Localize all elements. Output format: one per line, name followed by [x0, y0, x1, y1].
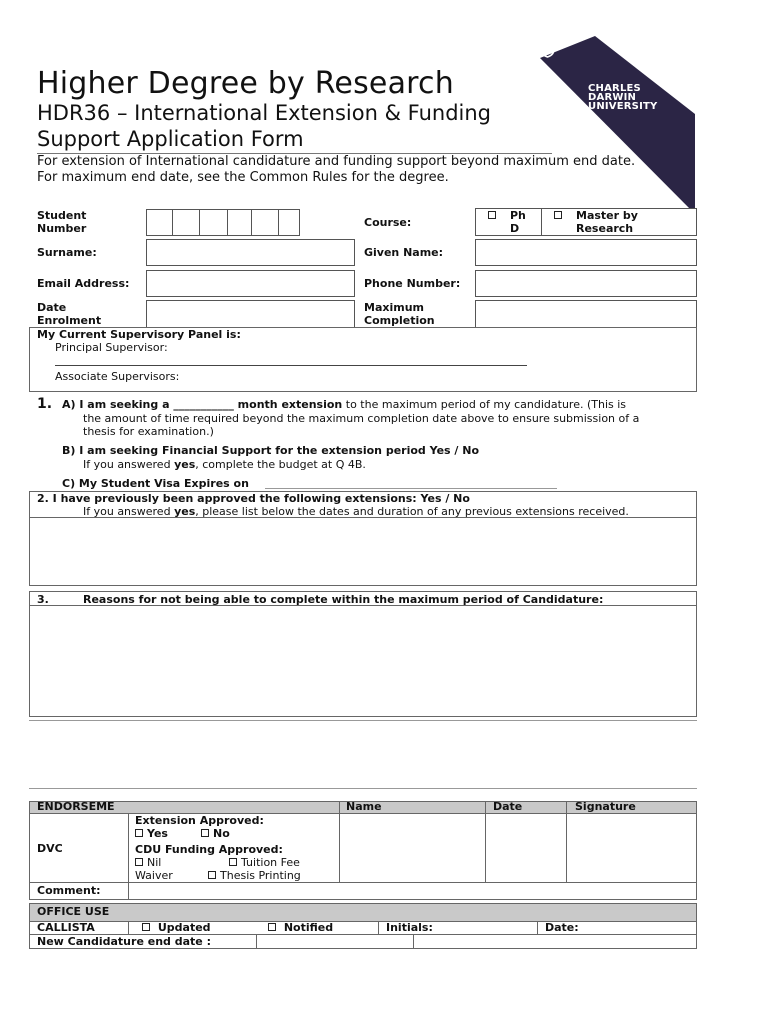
max-completion-label: Maximum Completion — [364, 301, 435, 327]
q3-number: 3. — [37, 593, 49, 606]
funding-approved-label: CDU Funding Approved: — [135, 843, 283, 856]
col-divider — [339, 801, 340, 882]
logo-wordmark: CHARLES DARWIN UNIVERSITY — [588, 83, 658, 112]
office-col-divider — [413, 934, 414, 949]
office-col-divider — [128, 921, 129, 934]
extension-approved-label: Extension Approved: — [135, 814, 264, 827]
notified-checkbox[interactable]: Notified — [268, 921, 333, 934]
logo-banner-shape — [540, 36, 695, 214]
nil-checkbox[interactable]: Nil — [135, 856, 161, 869]
initials-label: Initials: — [386, 921, 433, 934]
col-divider — [485, 801, 486, 882]
crest-icon — [540, 36, 555, 58]
given-name-label: Given Name: — [364, 246, 444, 259]
master-label: Master by Research — [576, 209, 638, 235]
dvc-label: DVC — [37, 842, 63, 855]
endorsement-header-line — [29, 813, 697, 814]
name-column-header: Name — [346, 800, 382, 813]
callista-label: CALLISTA — [37, 921, 95, 934]
checkbox-icon — [554, 211, 562, 219]
max-completion-input[interactable] — [475, 300, 697, 328]
q1c-text: C) My Student Visa Expires on — [62, 477, 249, 490]
q1-number: 1. — [37, 396, 53, 412]
new-end-date-label: New Candidature end date : — [37, 935, 211, 948]
thesis-printing-checkbox[interactable]: Thesis Printing — [208, 869, 301, 882]
given-name-input[interactable] — [475, 239, 697, 266]
ext-no-checkbox[interactable]: No — [201, 827, 230, 840]
waiver-label: Waiver — [135, 869, 173, 882]
principal-supervisor-line[interactable] — [55, 365, 527, 366]
digit-divider — [278, 210, 279, 235]
intro-text-line2: For maximum end date, see the Common Rules for the degree. — [37, 170, 449, 185]
student-number-input[interactable] — [146, 209, 300, 236]
checkbox-icon — [229, 858, 237, 866]
panel-heading: My Current Supervisory Panel is: — [37, 328, 241, 341]
page-title: Higher Degree by Research — [37, 66, 454, 101]
q3-heading: Reasons for not being able to complete within the maximum period of Candidature: — [83, 593, 604, 606]
visa-expiry-line[interactable] — [265, 488, 557, 489]
student-number-label: Student Number — [37, 209, 87, 235]
surname-label: Surname: — [37, 246, 97, 259]
ext-yes-checkbox[interactable]: Yes — [135, 827, 168, 840]
comment-input[interactable] — [130, 884, 695, 899]
q1a-line2: the amount of time required beyond the maximum completion date above to ensure submission of a — [83, 412, 640, 425]
date-enrolment-label: Date Enrolment — [37, 301, 102, 327]
phd-label: Ph D — [510, 209, 526, 235]
checkbox-icon — [208, 871, 216, 879]
checkbox-icon — [268, 923, 276, 931]
q3-answer-area[interactable] — [31, 607, 695, 715]
checkbox-icon — [488, 211, 496, 219]
checkbox-icon — [201, 829, 209, 837]
email-input[interactable] — [146, 270, 355, 297]
checkbox-icon — [135, 829, 143, 837]
q2-note: If you answered yes, please list below the dates and duration of any previous extensions received. — [83, 505, 629, 518]
office-use-header-bg — [30, 904, 696, 921]
col-divider — [566, 801, 567, 882]
course-divider — [541, 209, 542, 235]
q2-heading: 2. I have previously been approved the following extensions: Yes / No — [37, 492, 470, 505]
q3-bottom-rule — [29, 720, 697, 721]
checkbox-icon — [135, 858, 143, 866]
q1b-note: If you answered yes, complete the budget at Q 4B. — [83, 458, 366, 471]
office-col-divider — [378, 921, 379, 934]
master-checkbox[interactable] — [554, 209, 566, 222]
col-divider — [128, 813, 129, 900]
q1b-text: B) I am seeking Financial Support for the extension period Yes / No — [62, 444, 480, 457]
phone-label: Phone Number: — [364, 277, 461, 290]
date-column-header: Date — [493, 800, 523, 813]
office-col-divider — [537, 921, 538, 934]
comment-row-line — [29, 882, 697, 883]
form-subtitle-line1: HDR36 – International Extension & Funding — [37, 101, 492, 125]
office-date-label: Date: — [545, 921, 579, 934]
intro-text-line1: For extension of International candidature and funding support beyond maximum end date. — [37, 154, 636, 169]
university-logo — [540, 36, 695, 214]
section-separator — [29, 788, 697, 789]
office-use-heading: OFFICE USE — [37, 905, 110, 918]
phone-input[interactable] — [475, 270, 697, 297]
digit-divider — [172, 210, 173, 235]
email-label: Email Address: — [37, 277, 130, 290]
digit-divider — [199, 210, 200, 235]
signature-column-header: Signature — [575, 800, 636, 813]
principal-supervisor-label: Principal Supervisor: — [55, 341, 168, 354]
associate-supervisors-label: Associate Supervisors: — [55, 370, 180, 383]
digit-divider — [227, 210, 228, 235]
office-header-line — [29, 921, 697, 922]
date-enrolment-input[interactable] — [146, 300, 355, 328]
checkbox-icon — [142, 923, 150, 931]
endorsement-heading: ENDORSEME — [37, 800, 115, 813]
comment-label: Comment: — [37, 884, 101, 897]
updated-checkbox[interactable]: Updated — [142, 921, 211, 934]
tuition-checkbox[interactable]: Tuition Fee — [229, 856, 300, 869]
digit-divider — [251, 210, 252, 235]
q1a-text: A) I am seeking a ___________ month extension to the maximum period of my candidature. (This is — [62, 398, 627, 411]
q1a-line3: thesis for examination.) — [83, 425, 214, 438]
form-subtitle-line2: Support Application Form — [37, 127, 304, 151]
course-label: Course: — [364, 216, 412, 229]
surname-input[interactable] — [146, 239, 355, 266]
q2-answer-area[interactable] — [31, 519, 695, 585]
office-col-divider — [256, 934, 257, 949]
new-end-date-input[interactable] — [258, 935, 412, 948]
phd-checkbox[interactable] — [488, 209, 500, 222]
